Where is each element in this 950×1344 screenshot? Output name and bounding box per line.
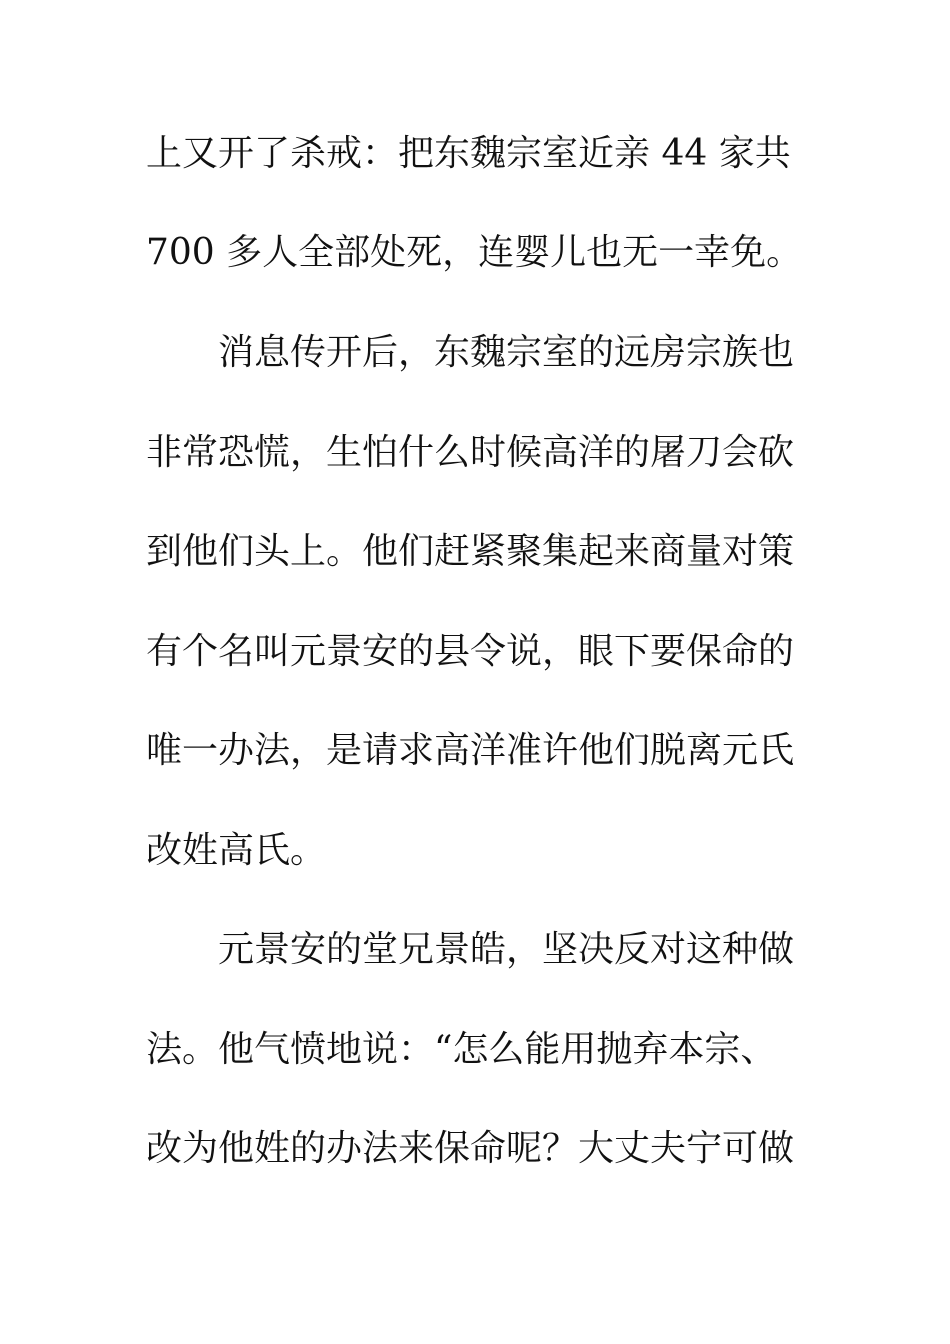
text-line: 改姓高氏。 — [146, 830, 327, 871]
paragraph-start-line: 元景安的堂兄景皓，坚决反对这种做 — [218, 929, 795, 970]
text-line: 700 多人全部处死，连婴儿也无一幸免。 — [146, 232, 803, 273]
text-line: 非常恐慌，生怕什么时候高洋的屠刀会砍 — [146, 432, 795, 473]
text-line: 到他们头上。他们赶紧聚集起来商量对策 — [146, 531, 795, 572]
text-line: 法。他气愤地说：“怎么能用抛弃本宗、 — [146, 1029, 777, 1070]
text-line: 改为他姓的办法来保命呢？大丈夫宁可做 — [146, 1128, 795, 1169]
paragraph-start-line: 消息传开后，东魏宗室的远房宗族也 — [218, 332, 795, 373]
text-line: 上又开了杀戒：把东魏宗室近亲 44 家共 — [146, 133, 791, 174]
text-line: 唯一办法，是请求高洋准许他们脱离元氏 — [146, 730, 795, 771]
text-line: 有个名叫元景安的县令说，眼下要保命的 — [146, 631, 795, 672]
